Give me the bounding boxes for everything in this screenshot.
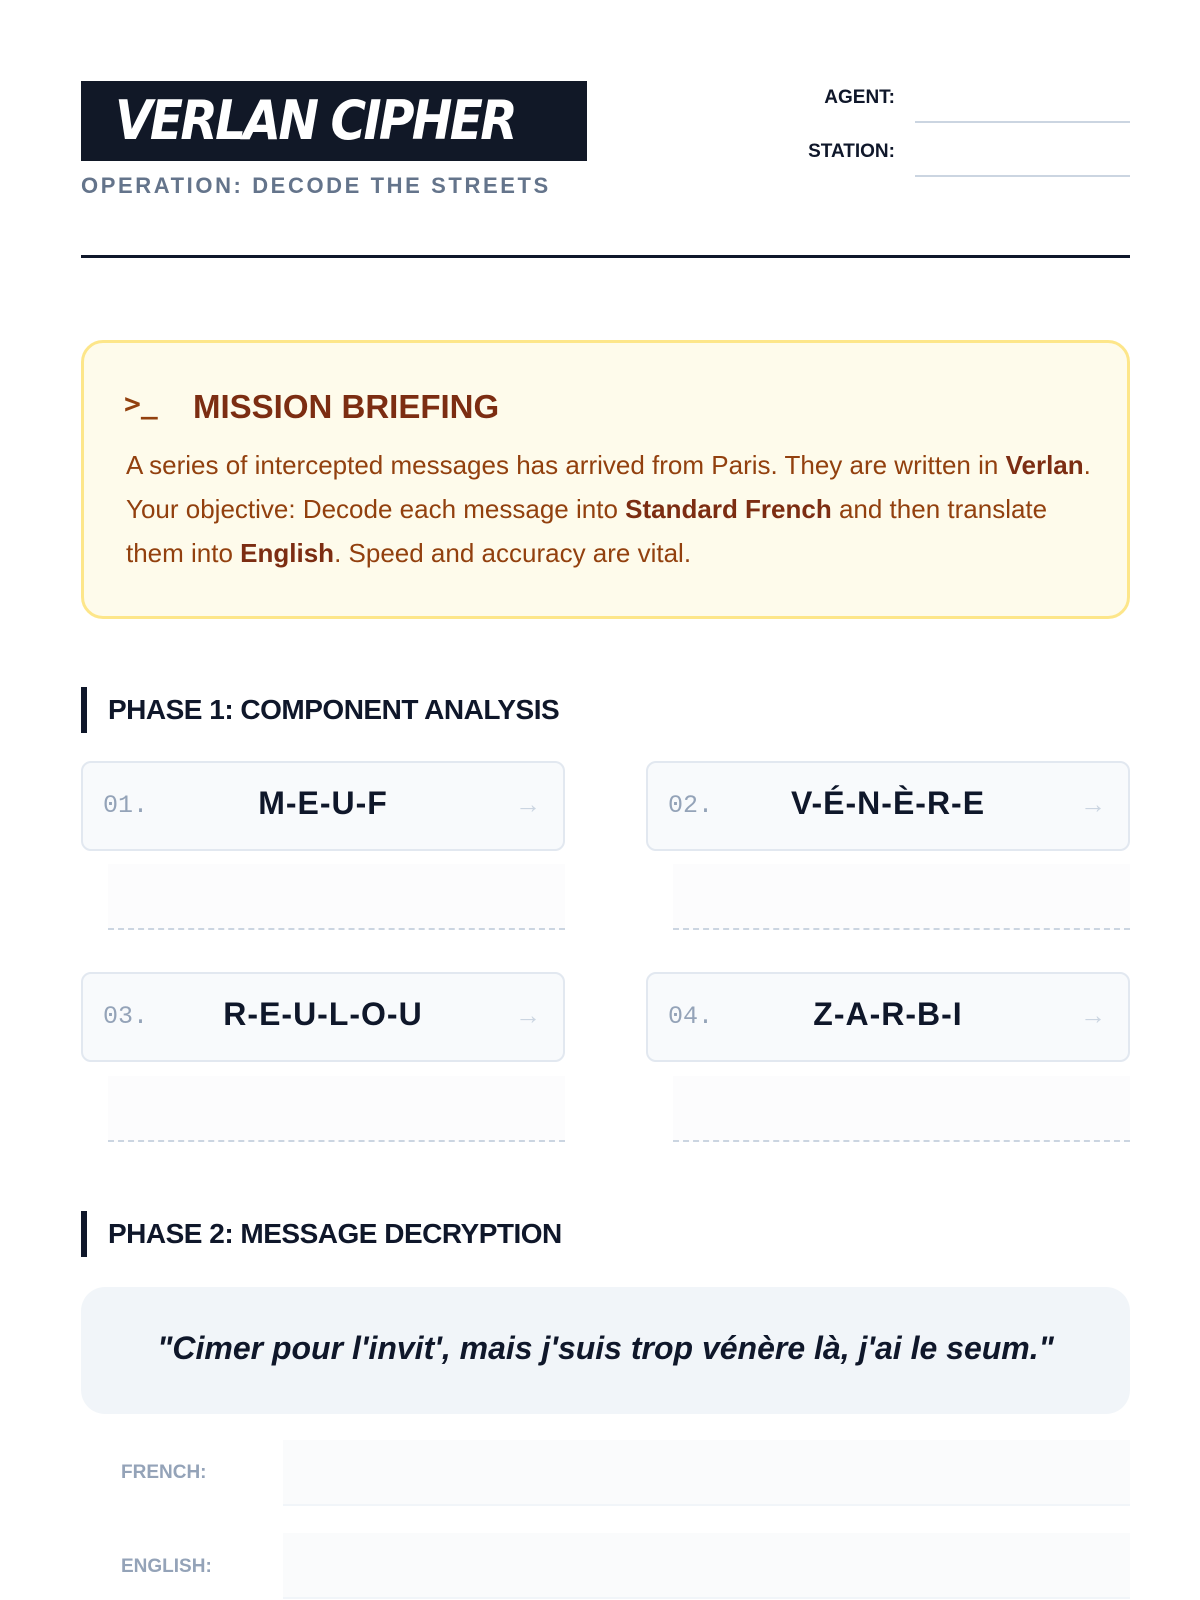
answer-field[interactable] — [673, 864, 1130, 930]
briefing-text: A series of intercepted messages has arrived from Paris. They are written in Verlan. Your objective: Decode each message into Standard French and then translate them into English. Speed and accuracy are vital. — [126, 450, 1091, 568]
answer-field[interactable] — [108, 864, 565, 930]
briefing-title: MISSION BRIEFING — [193, 388, 500, 425]
answer-field[interactable] — [673, 1076, 1130, 1142]
card-number: 04. — [668, 1002, 714, 1031]
agent-field[interactable] — [915, 121, 1130, 123]
cipher-word: M-E-U-F — [258, 785, 388, 821]
keyword-verlan: Verlan — [1005, 450, 1084, 480]
cipher-word: R-E-U-L-O-U — [223, 996, 423, 1032]
encrypted-message: "Cimer pour l'invit', mais j'suis trop vénère là, j'ai le seum." — [157, 1330, 1054, 1366]
header-divider — [81, 255, 1130, 258]
worksheet-header — [81, 81, 1130, 259]
card-number: 01. — [103, 791, 149, 820]
keyword-standard-french: Standard French — [625, 494, 832, 524]
french-label: FRENCH: — [121, 1462, 207, 1483]
card-number: 02. — [668, 791, 714, 820]
page-subtitle: OPERATION: DECODE THE STREETS — [81, 173, 551, 198]
french-answer-field[interactable] — [283, 1440, 1130, 1506]
cipher-card — [646, 972, 1130, 1062]
phase-1-heading: PHASE 1: COMPONENT ANALYSIS — [81, 687, 559, 733]
arrow-right-icon: → — [1080, 1000, 1106, 1030]
cipher-word: V-É-N-È-R-E — [790, 785, 986, 821]
english-answer-field[interactable] — [283, 1533, 1130, 1599]
keyword-english: English — [240, 538, 335, 568]
terminal-prompt-icon: >_ — [124, 387, 158, 420]
answer-field[interactable] — [108, 1076, 565, 1142]
arrow-right-icon: → — [1080, 789, 1106, 819]
encrypted-message-box — [81, 1287, 1130, 1414]
agent-label: AGENT: — [824, 87, 895, 108]
mission-briefing-box — [81, 340, 1130, 619]
cipher-card — [81, 761, 565, 851]
title-banner — [81, 81, 587, 161]
cipher-word: Z-A-R-B-I — [813, 996, 963, 1032]
station-label: STATION: — [808, 141, 895, 162]
english-label: ENGLISH: — [121, 1556, 212, 1577]
cipher-card — [81, 972, 565, 1062]
cipher-card — [646, 761, 1130, 851]
arrow-right-icon: → — [515, 789, 541, 819]
card-number: 03. — [103, 1002, 149, 1031]
station-field[interactable] — [915, 175, 1130, 177]
page-title: VERLAN CIPHER — [115, 89, 515, 152]
phase-2-heading: PHASE 2: MESSAGE DECRYPTION — [81, 1211, 562, 1257]
arrow-right-icon: → — [515, 1000, 541, 1030]
